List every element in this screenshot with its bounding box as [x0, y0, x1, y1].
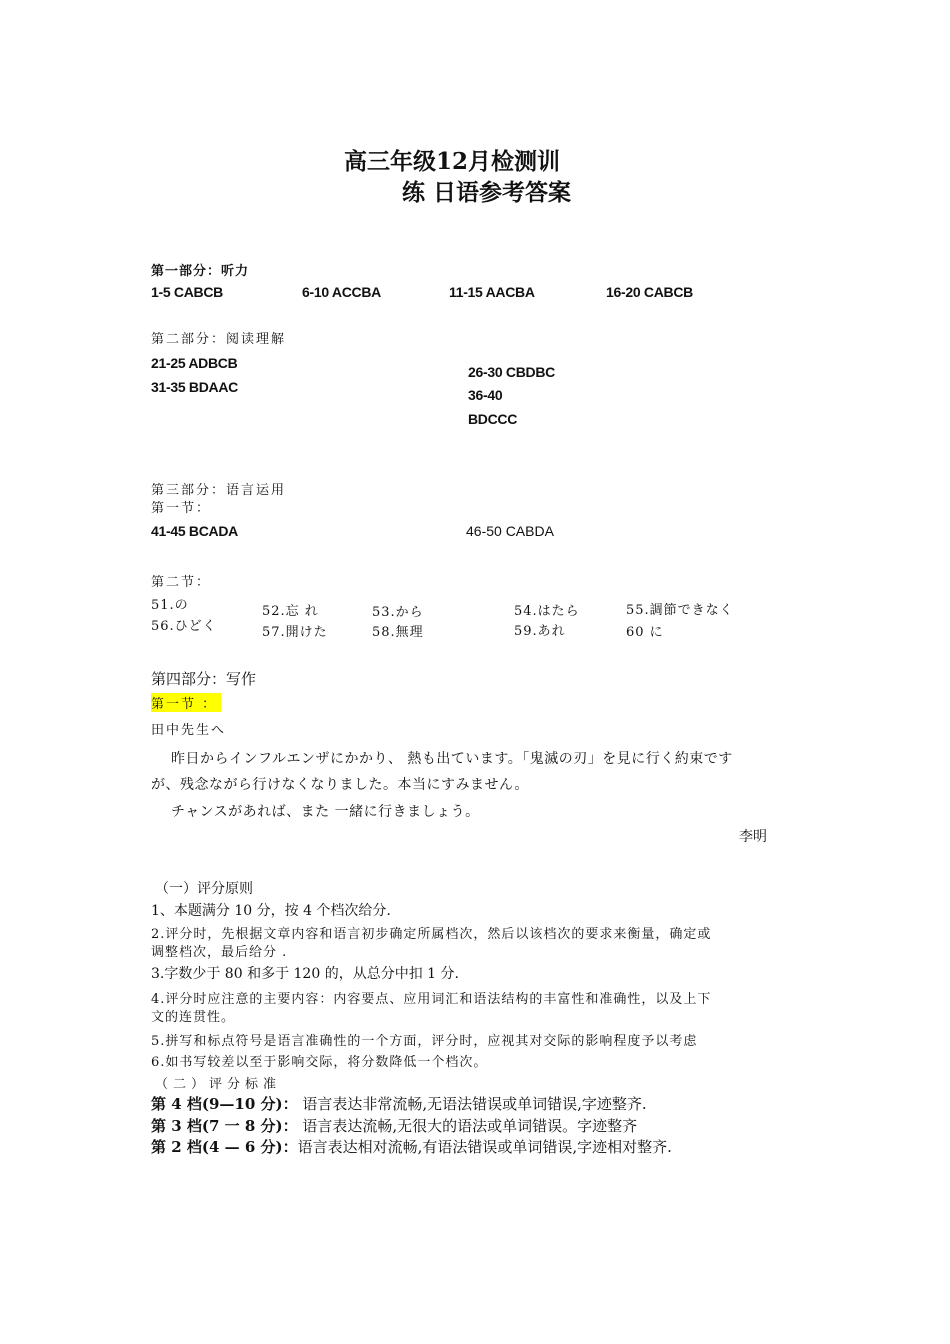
part2-answer: 21-25 ADBCB [151, 355, 238, 371]
part3-section2-answer: 58.無理 [372, 625, 424, 640]
grading-level-label: 第 4 档(9—10 分)： [151, 1095, 298, 1113]
part3-section2-heading: 第二节： [151, 575, 212, 590]
grading-principle-line: 5.拼写和标点符号是语言准确性的一个方面，评分时，应视其对交际的影响程度予以考虑 [151, 1034, 698, 1049]
grading-principle-line: 3.字数少于 80 和多于 120 的，从总分中扣 1 分. [151, 966, 459, 982]
part3-section1-answer: 41-45 BCADA [151, 523, 238, 539]
grading-level-3 [151, 1115, 637, 1136]
part1-answer: 16-20 CABCB [606, 284, 693, 300]
page-title-line2: 练 日语参考答案 [402, 179, 572, 206]
part3-section2-answer: 54.はたら [514, 604, 580, 619]
part2-answer: 26-30 CBDBC [468, 364, 555, 380]
grading-level-4 [151, 1093, 647, 1114]
grading-principle-line: 文的连贯性。 [151, 1010, 236, 1025]
part3-section2-answer: 59.あれ [514, 624, 566, 639]
grading-principle-line: 6.如书写较差以至于影响交际，将分数降低一个档次。 [151, 1055, 488, 1070]
part4-heading: 第四部分：写作 [151, 670, 257, 688]
letter-body-line: が、残念ながら行けなくなりました。本当にすみません。 [151, 777, 529, 793]
grading-principle-line: 2.评分时，先根据文章内容和语言初步确定所属档次，然后以该档次的要求来衡量，确定或 [151, 927, 712, 942]
part3-section1-heading: 第一节： [151, 501, 212, 516]
part2-answer: BDCCC [468, 411, 518, 427]
part3-section2-answer: 52.忘 れ [262, 604, 319, 619]
part2-answer: 31-35 BDAAC [151, 379, 238, 395]
grading-level-desc: 语言表达相对流畅,有语法错误或单词错误,字迹相对整齐. [297, 1138, 672, 1156]
grading-principles-heading: （一）评分原则 [155, 881, 253, 897]
letter-signature: 李明 [739, 829, 767, 845]
part3-heading: 第三部分：语言运用 [151, 483, 287, 498]
part2-heading: 第二部分：阅读理解 [151, 332, 287, 347]
grading-principle-line: 调整档次，最后给分 . [151, 945, 288, 960]
part4-section1-heading: 第一节 ： [151, 693, 221, 712]
grading-principle-line: 1、本题满分 10 分，按 4 个档次给分. [151, 903, 391, 919]
grading-level-label: 第 2 档(4 — 6 分)： [151, 1138, 298, 1156]
part1-answer: 1-5 CABCB [151, 284, 223, 300]
letter-greeting: 田中先生へ [151, 723, 227, 738]
grading-level-desc: 语言表达非常流畅,无语法错误或单词错误,字迹整齐. [297, 1095, 647, 1113]
part1-heading: 第一部分：听力 [151, 264, 250, 279]
part1-answer: 6-10 ACCBA [302, 284, 381, 300]
part3-section2-answer: 51.の [151, 598, 189, 613]
part3-section1-answer: 46-50 CABDA [466, 523, 554, 539]
grading-principle-line: 4.评分时应注意的主要内容：内容要点、应用词汇和语法结构的丰富性和准确性，以及上下 [151, 992, 712, 1007]
part2-answer: 36-40 [468, 387, 503, 403]
part3-section2-answer: 53.から [372, 605, 424, 620]
grading-level-label: 第 3 档(7 一 8 分)： [151, 1117, 298, 1135]
letter-body-line: チャンスがあれば、また 一緒に行きましょう。 [171, 804, 480, 820]
grading-level-desc: 语言表达流畅,无很大的语法或单词错误。字迹整齐 [297, 1117, 638, 1135]
grading-level-2 [151, 1136, 672, 1157]
part3-section2-answer: 56.ひどく [151, 619, 217, 634]
part1-answer: 11-15 AACBA [449, 284, 535, 300]
letter-body-line: 昨日からインフルエンザにかかり、 熱も出ています。「鬼滅の刃」を見に行く約束です [171, 751, 733, 767]
part3-section2-answer: 55.調節できなく [626, 603, 734, 618]
page-title-line1: 高三年级12月检测训 [344, 148, 561, 175]
grading-standards-heading: （二）评分标准 [155, 1077, 282, 1092]
part3-section2-answer: 57.開けた [262, 625, 328, 640]
part3-section2-answer: 60 に [626, 625, 664, 640]
